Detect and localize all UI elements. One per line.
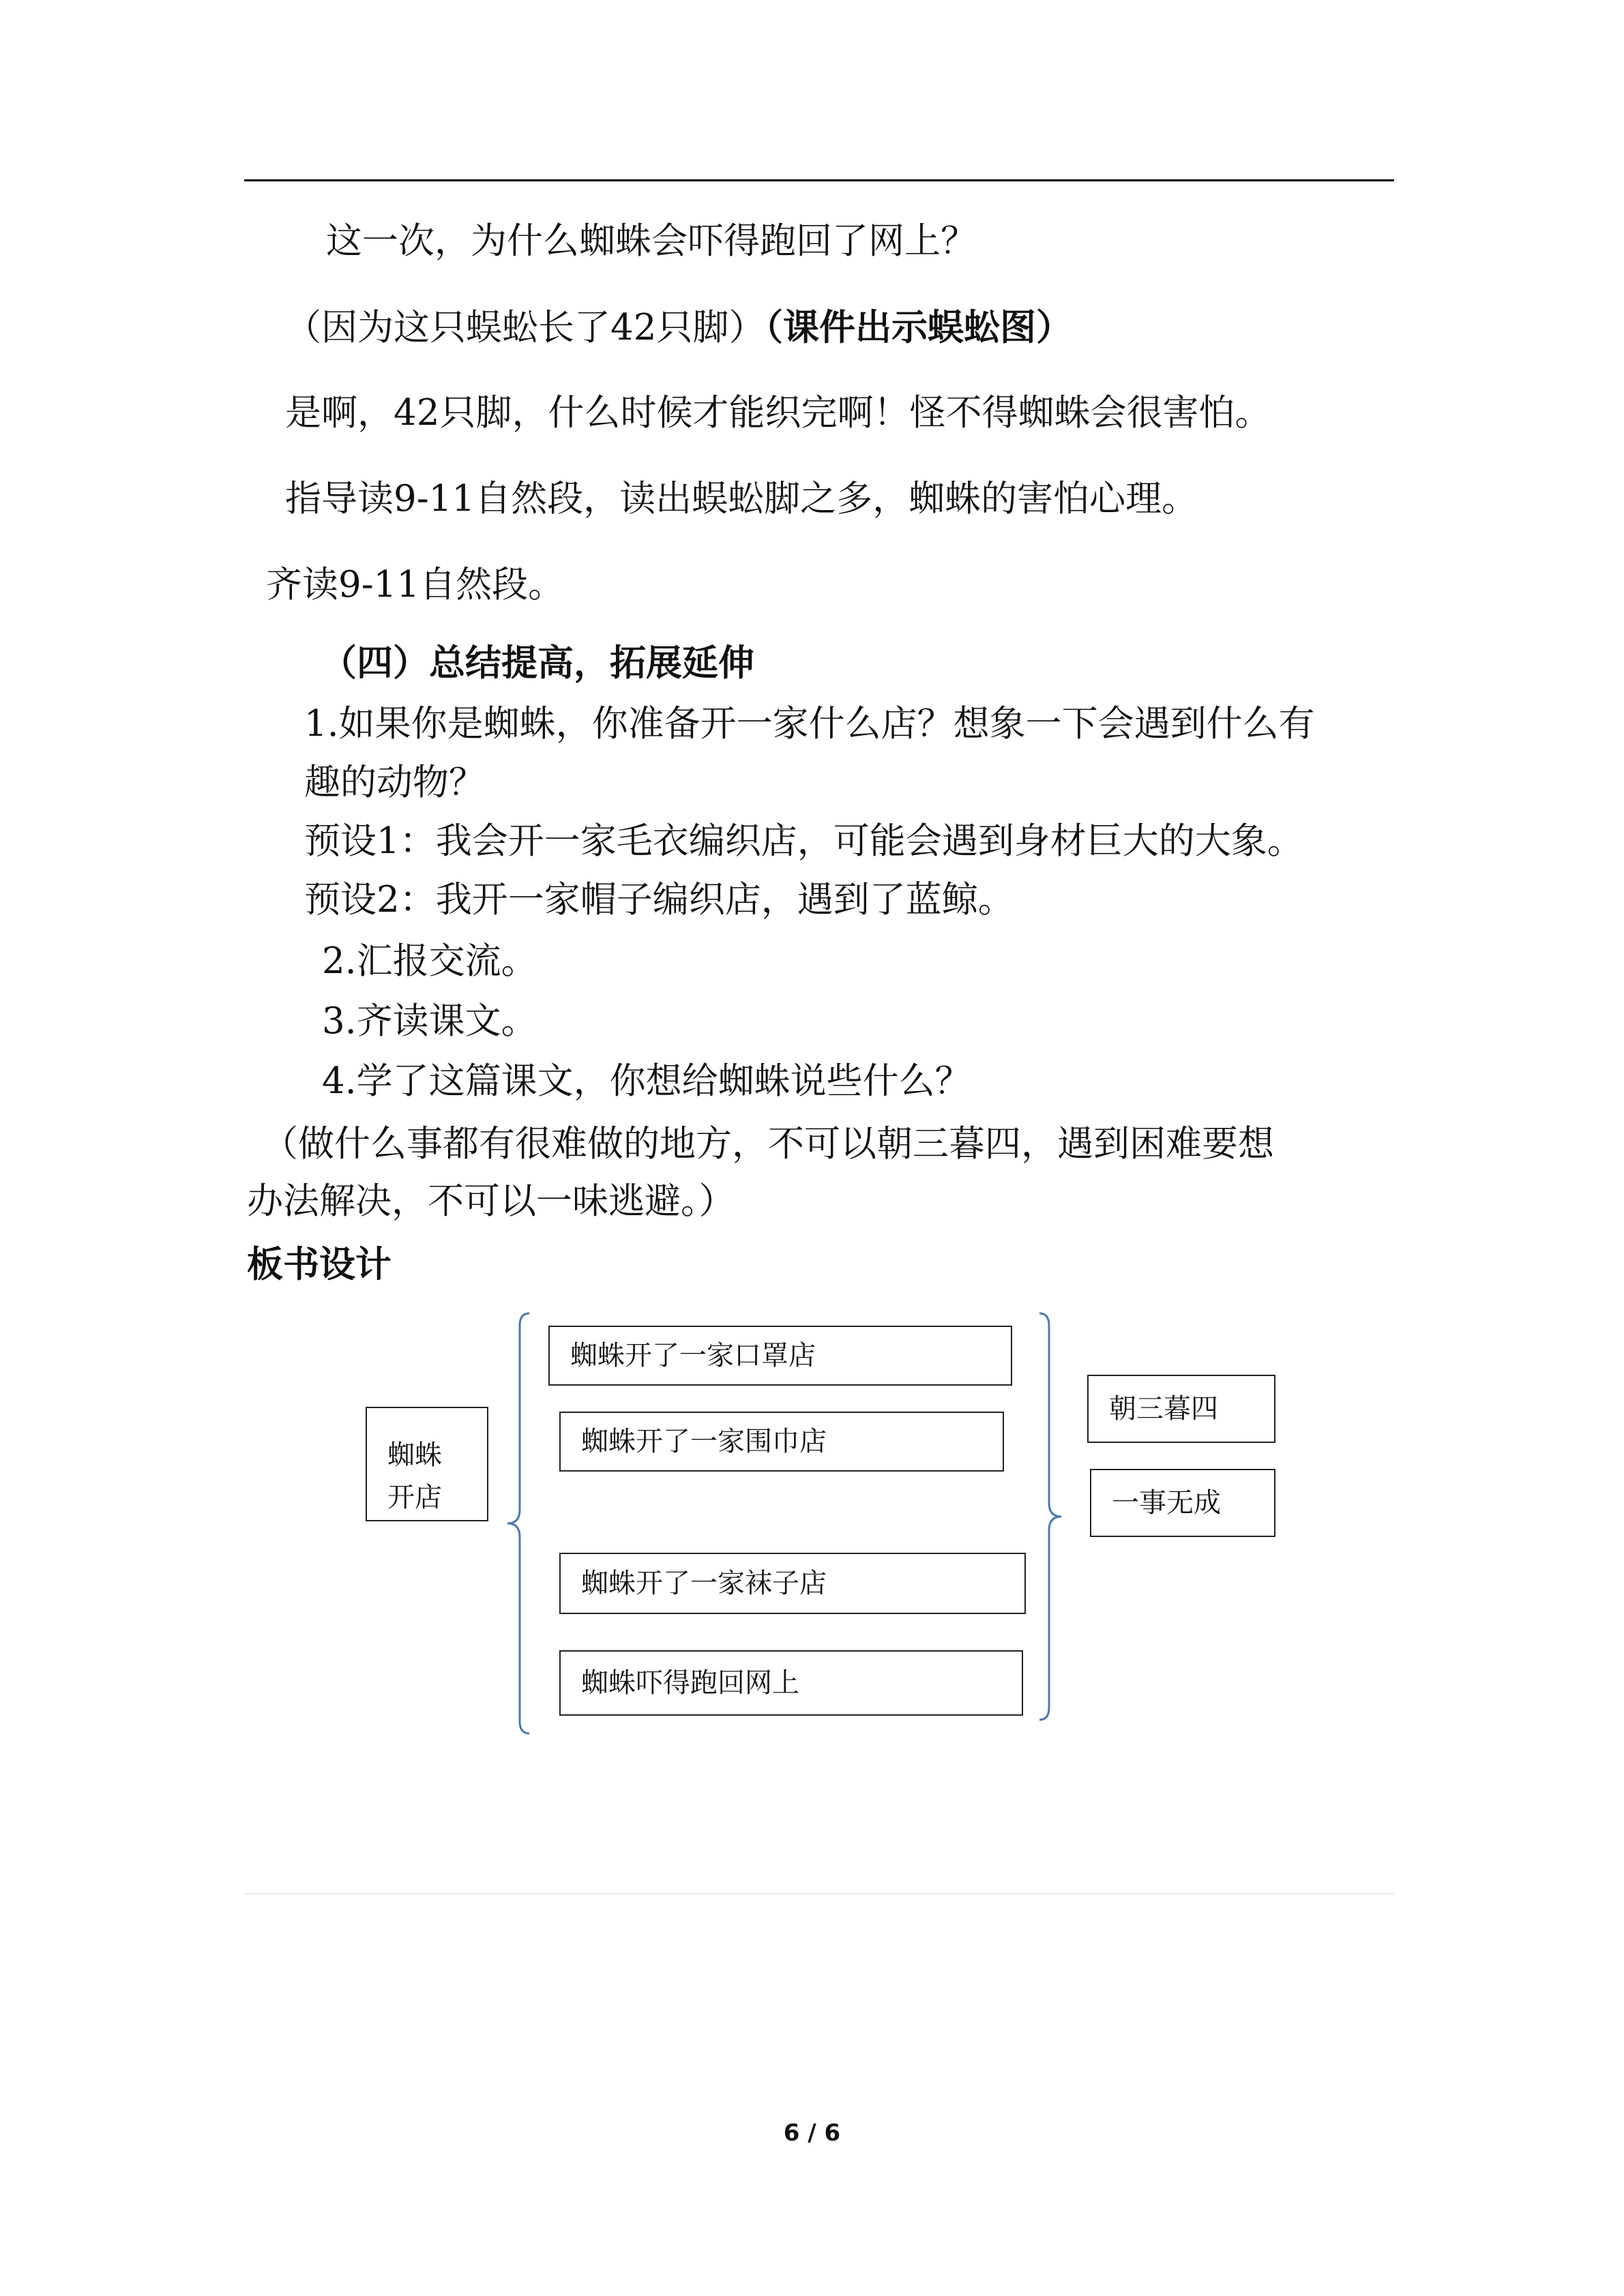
section-heading: （四）总结提高，拓展延伸: [321, 642, 754, 684]
board-result-fickle: 朝三暮四: [1087, 1375, 1275, 1443]
text-line-5: 齐读9-11自然段。: [266, 564, 565, 606]
courseware-note: （课件出示蜈蚣图）: [765, 306, 1072, 348]
board-design-heading: 板书设计: [247, 1243, 392, 1285]
answer-line-1: （做什么事都有很难做的地方，不可以朝三暮四，遇到困难要想: [262, 1123, 1274, 1165]
question-1-line-1: 1.如果你是蜘蛛，你准备开一家什么店？想象一下会遇到什么有: [304, 703, 1315, 745]
step-2: 2.汇报交流。: [322, 940, 537, 982]
board-item-scarf-shop: 蜘蛛开了一家围巾店: [559, 1412, 1004, 1472]
preset-1: 预设1：我会开一家毛衣编织店，可能会遇到身材巨大的大象。: [304, 820, 1303, 862]
page-number: 6 / 6: [783, 2119, 841, 2147]
step-3: 3.齐读课文。: [322, 1000, 537, 1042]
board-result-nothing: 一事无成: [1090, 1469, 1275, 1537]
left-brace: [505, 1312, 532, 1735]
text-line-1: 这一次，为什么蜘蛛会吓得跑回了网上？: [326, 220, 977, 262]
right-brace: [1037, 1312, 1064, 1721]
board-root-line-2: 开店: [387, 1482, 442, 1513]
answer-text: （因为这只蜈蚣长了42只脚）: [285, 307, 765, 348]
preset-2: 预设2：我开一家帽子编织店，遇到了蓝鲸。: [304, 879, 1014, 921]
answer-line-2: 办法解决，不可以一味逃避。）: [247, 1180, 735, 1222]
text-line-4: 指导读9-11自然段，读出蜈蚣脚之多，蜘蛛的害怕心理。: [285, 478, 1198, 520]
step-4: 4.学了这篇课文，你想给蜘蛛说些什么？: [322, 1060, 971, 1102]
board-root-box: [366, 1407, 488, 1521]
text-line-3: 是啊，42只脚，什么时候才能织完啊！怪不得蜘蛛会很害怕。: [285, 392, 1271, 434]
text-line-2: [285, 305, 1072, 350]
board-item-sock-shop: 蜘蛛开了一家袜子店: [559, 1553, 1026, 1614]
question-1-line-2: 趣的动物？: [304, 762, 485, 803]
board-item-run-back: 蜘蛛吓得跑回网上: [559, 1650, 1023, 1716]
header-rule: [244, 179, 1394, 181]
board-item-mask-shop: 蜘蛛开了一家口罩店: [548, 1326, 1012, 1386]
board-root-line-1: 蜘蛛: [387, 1440, 442, 1471]
footer-rule: [244, 1893, 1394, 1894]
